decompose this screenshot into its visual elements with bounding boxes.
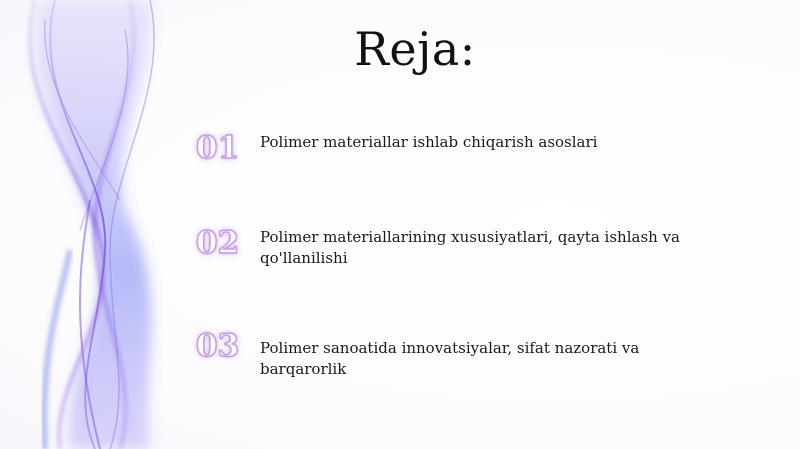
slide-title: Reja: [354, 22, 476, 76]
item-text: Polimer materiallar ishlab chiqarish asoslari [260, 133, 598, 151]
item-number: 02 [196, 225, 240, 261]
list-item [196, 328, 756, 388]
list-item [196, 130, 756, 190]
list-item [196, 225, 756, 285]
item-number: 03 [196, 328, 240, 364]
item-text: Polimer materiallarining xususiyatlari, qayta ishlash va qo'llanilishi [260, 228, 680, 267]
item-number: 01 [196, 130, 240, 166]
purple-smoke-decoration [0, 0, 220, 449]
item-text: Polimer sanoatida innovatsiyalar, sifat nazorati va barqarorlik [260, 339, 640, 378]
